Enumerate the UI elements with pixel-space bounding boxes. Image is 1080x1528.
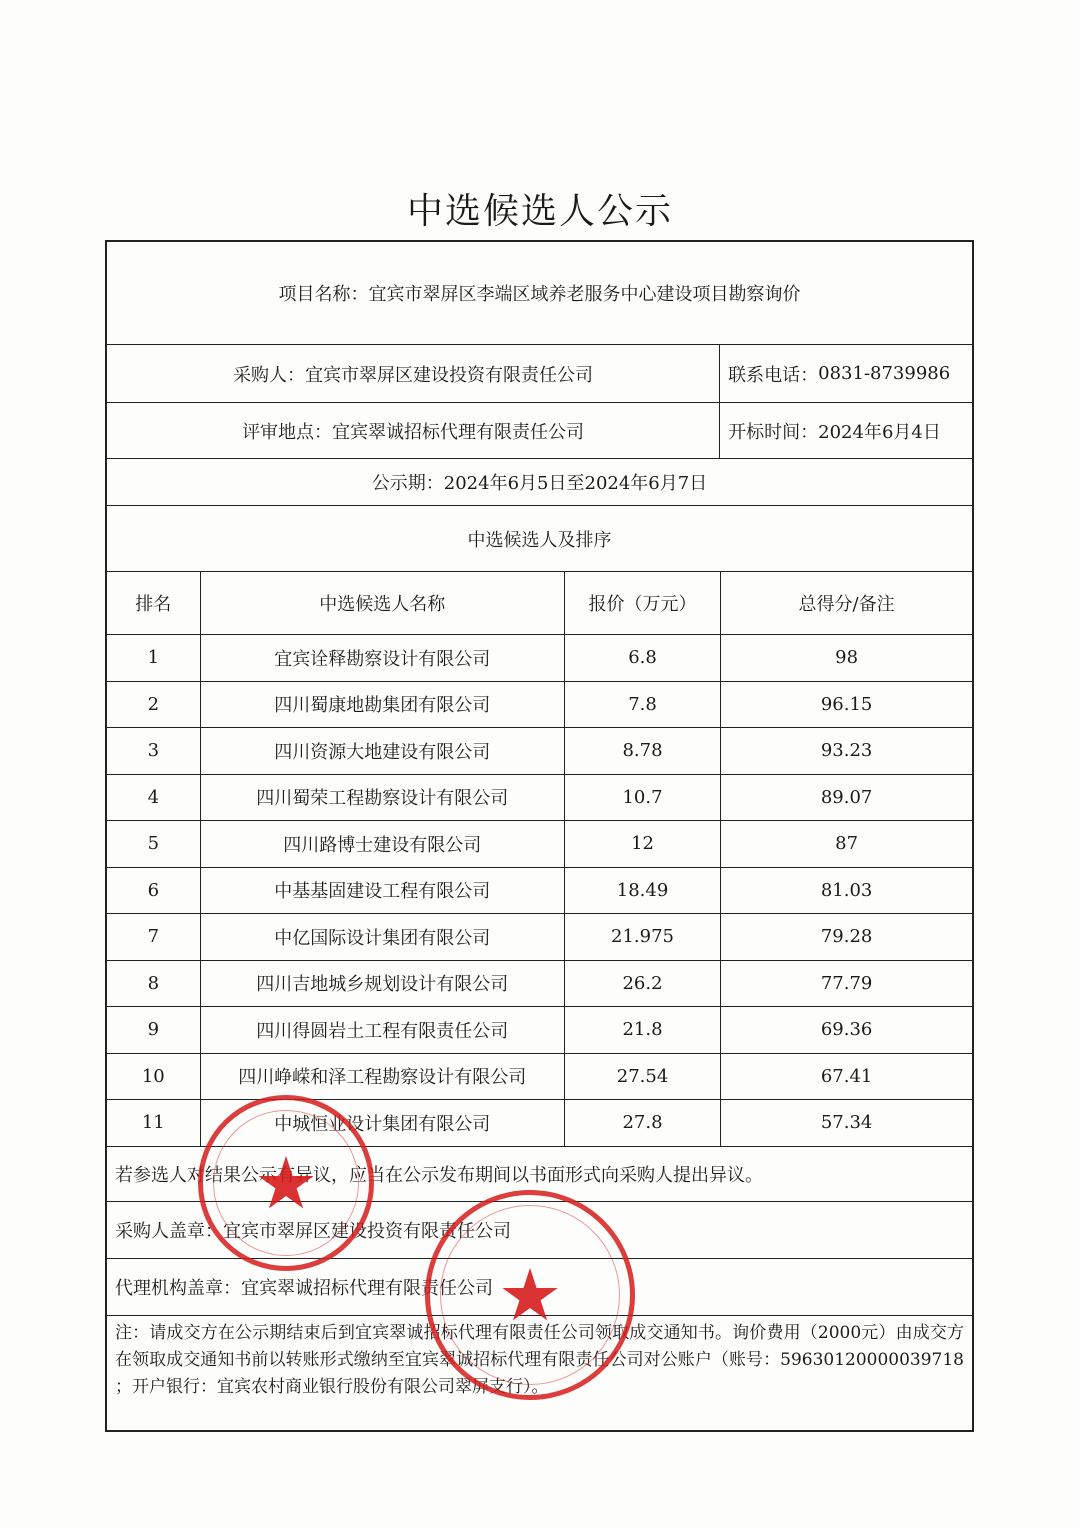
candidate-name-cell: 四川蜀康地勘集团有限公司: [200, 682, 564, 728]
candidate-name-cell: 四川路博士建设有限公司: [200, 821, 564, 867]
candidate-name-cell: 中基基固建设工程有限公司: [200, 868, 564, 914]
rank-cell: 4: [147, 786, 160, 808]
open-time-label: 开标时间：: [728, 421, 819, 443]
buyer-label: 采购人：: [233, 364, 306, 386]
candidate-name-cell: 宜宾诠释勘察设计有限公司: [200, 635, 564, 681]
table-row: [107, 821, 972, 868]
table-row: [107, 961, 972, 1008]
venue-label: 评审地点：: [242, 421, 333, 443]
star-icon: ★: [253, 1141, 319, 1225]
score-cell: 67.41: [720, 1054, 972, 1100]
rank-cell: 1: [147, 647, 160, 669]
price-cell: 27.54: [564, 1054, 720, 1100]
header-score: 总得分/备注: [720, 572, 972, 634]
price-cell: 8.78: [564, 728, 720, 774]
price-cell: 26.2: [564, 961, 720, 1007]
table-row: [107, 1054, 972, 1101]
rank-cell: 10: [141, 1065, 165, 1087]
rank-cell: 6: [147, 879, 160, 901]
score-cell: 57.34: [720, 1100, 972, 1146]
table-row: [107, 1100, 972, 1147]
table-row: [107, 914, 972, 961]
buyer-name: 宜宾市翠屏区建设投资有限责任公司: [305, 364, 594, 386]
header-rank: 排名: [135, 594, 172, 615]
candidate-name-cell: 四川蜀荣工程勘察设计有限公司: [200, 775, 564, 821]
venue-row: [107, 403, 972, 459]
period-row: [107, 459, 972, 506]
candidate-name-cell: 四川得圆岩土工程有限责任公司: [200, 1007, 564, 1053]
score-cell: 96.15: [720, 682, 972, 728]
agency-seal-label: 代理机构盖章：: [115, 1277, 241, 1299]
period-label: 公示期：: [371, 473, 444, 494]
table-row: [107, 868, 972, 915]
candidate-name-cell: 四川吉地城乡规划设计有限公司: [200, 961, 564, 1007]
agency-seal-value: 宜宾翠诚招标代理有限责任公司: [241, 1277, 493, 1299]
announcement-table: [105, 240, 974, 1432]
score-cell: 79.28: [720, 914, 972, 960]
buyer-seal-row: [107, 1202, 972, 1259]
price-cell: 10.7: [564, 775, 720, 821]
section-title: 中选候选人及排序: [467, 529, 612, 551]
score-cell: 81.03: [720, 868, 972, 914]
footnote: 注：请成交方在公示期结束后到宜宾翠诚招标代理有限责任公司领取成交通知书。询价费用（2000元）由成交方在领取成交通知书前以转账形式缴纳至宜宾翠诚招标代理有限责任公司对公账户（账号：59630120000039718 ；开户银行：宜宾农村商业银行股份有限公司翠屏支行）。: [115, 1322, 964, 1397]
score-cell: 77.79: [720, 961, 972, 1007]
score-cell: 69.36: [720, 1007, 972, 1053]
candidate-name-cell: 四川资源大地建设有限公司: [200, 728, 564, 774]
candidate-name-cell: 中城恒业设计集团有限公司: [200, 1100, 564, 1146]
section-title-row: [107, 506, 972, 572]
buyer-row: [107, 345, 972, 403]
price-cell: 18.49: [564, 868, 720, 914]
star-icon: ★: [497, 1253, 563, 1337]
price-cell: 7.8: [564, 682, 720, 728]
objection-row: [107, 1147, 972, 1202]
price-cell: 21.975: [564, 914, 720, 960]
price-cell: 12: [564, 821, 720, 867]
price-cell: 27.8: [564, 1100, 720, 1146]
rank-cell: 5: [147, 833, 160, 855]
table-row: [107, 775, 972, 822]
objection-note: 若参选人对结果公示有异议，应当在公示发布期间以书面形式向采购人提出异议。: [115, 1164, 763, 1186]
project-label: 项目名称：: [278, 284, 369, 305]
table-row: [107, 635, 972, 682]
period-value: 2024年6月5日至2024年6月7日: [443, 473, 708, 494]
rank-cell: 8: [147, 972, 160, 994]
rank-cell: 3: [147, 740, 160, 762]
rank-cell: 11: [141, 1112, 165, 1134]
phone-value: 0831-8739986: [818, 363, 951, 384]
venue-name: 宜宾翠诚招标代理有限责任公司: [332, 421, 585, 443]
table-header: [107, 572, 972, 635]
score-cell: 93.23: [720, 728, 972, 774]
score-cell: 87: [720, 821, 972, 867]
footnote-row: [107, 1316, 972, 1430]
table-row: [107, 682, 972, 729]
table-row: [107, 1007, 972, 1054]
table-row: [107, 728, 972, 775]
score-cell: 89.07: [720, 775, 972, 821]
price-cell: 6.8: [564, 635, 720, 681]
buyer-seal-value: 宜宾市翠屏区建设投资有限责任公司: [223, 1220, 511, 1242]
rank-cell: 2: [147, 693, 160, 715]
price-cell: 21.8: [564, 1007, 720, 1053]
header-price: 报价（万元）: [564, 572, 720, 634]
rank-cell: 9: [147, 1019, 160, 1041]
header-name: 中选候选人名称: [200, 572, 564, 634]
rank-cell: 7: [147, 926, 160, 948]
candidate-name-cell: 中亿国际设计集团有限公司: [200, 914, 564, 960]
buyer-seal-label: 采购人盖章：: [115, 1220, 223, 1242]
page-title: 中选候选人公示: [406, 191, 673, 232]
candidate-name-cell: 四川峥嵘和泽工程勘察设计有限公司: [200, 1054, 564, 1100]
score-cell: 98: [720, 635, 972, 681]
project-row: [107, 242, 972, 345]
open-time-value: 2024年6月4日: [818, 421, 941, 443]
phone-label: 联系电话：: [728, 364, 819, 386]
project-name: 宜宾市翠屏区李端区域养老服务中心建设项目勘察询价: [368, 284, 801, 305]
agency-seal-row: [107, 1259, 972, 1316]
